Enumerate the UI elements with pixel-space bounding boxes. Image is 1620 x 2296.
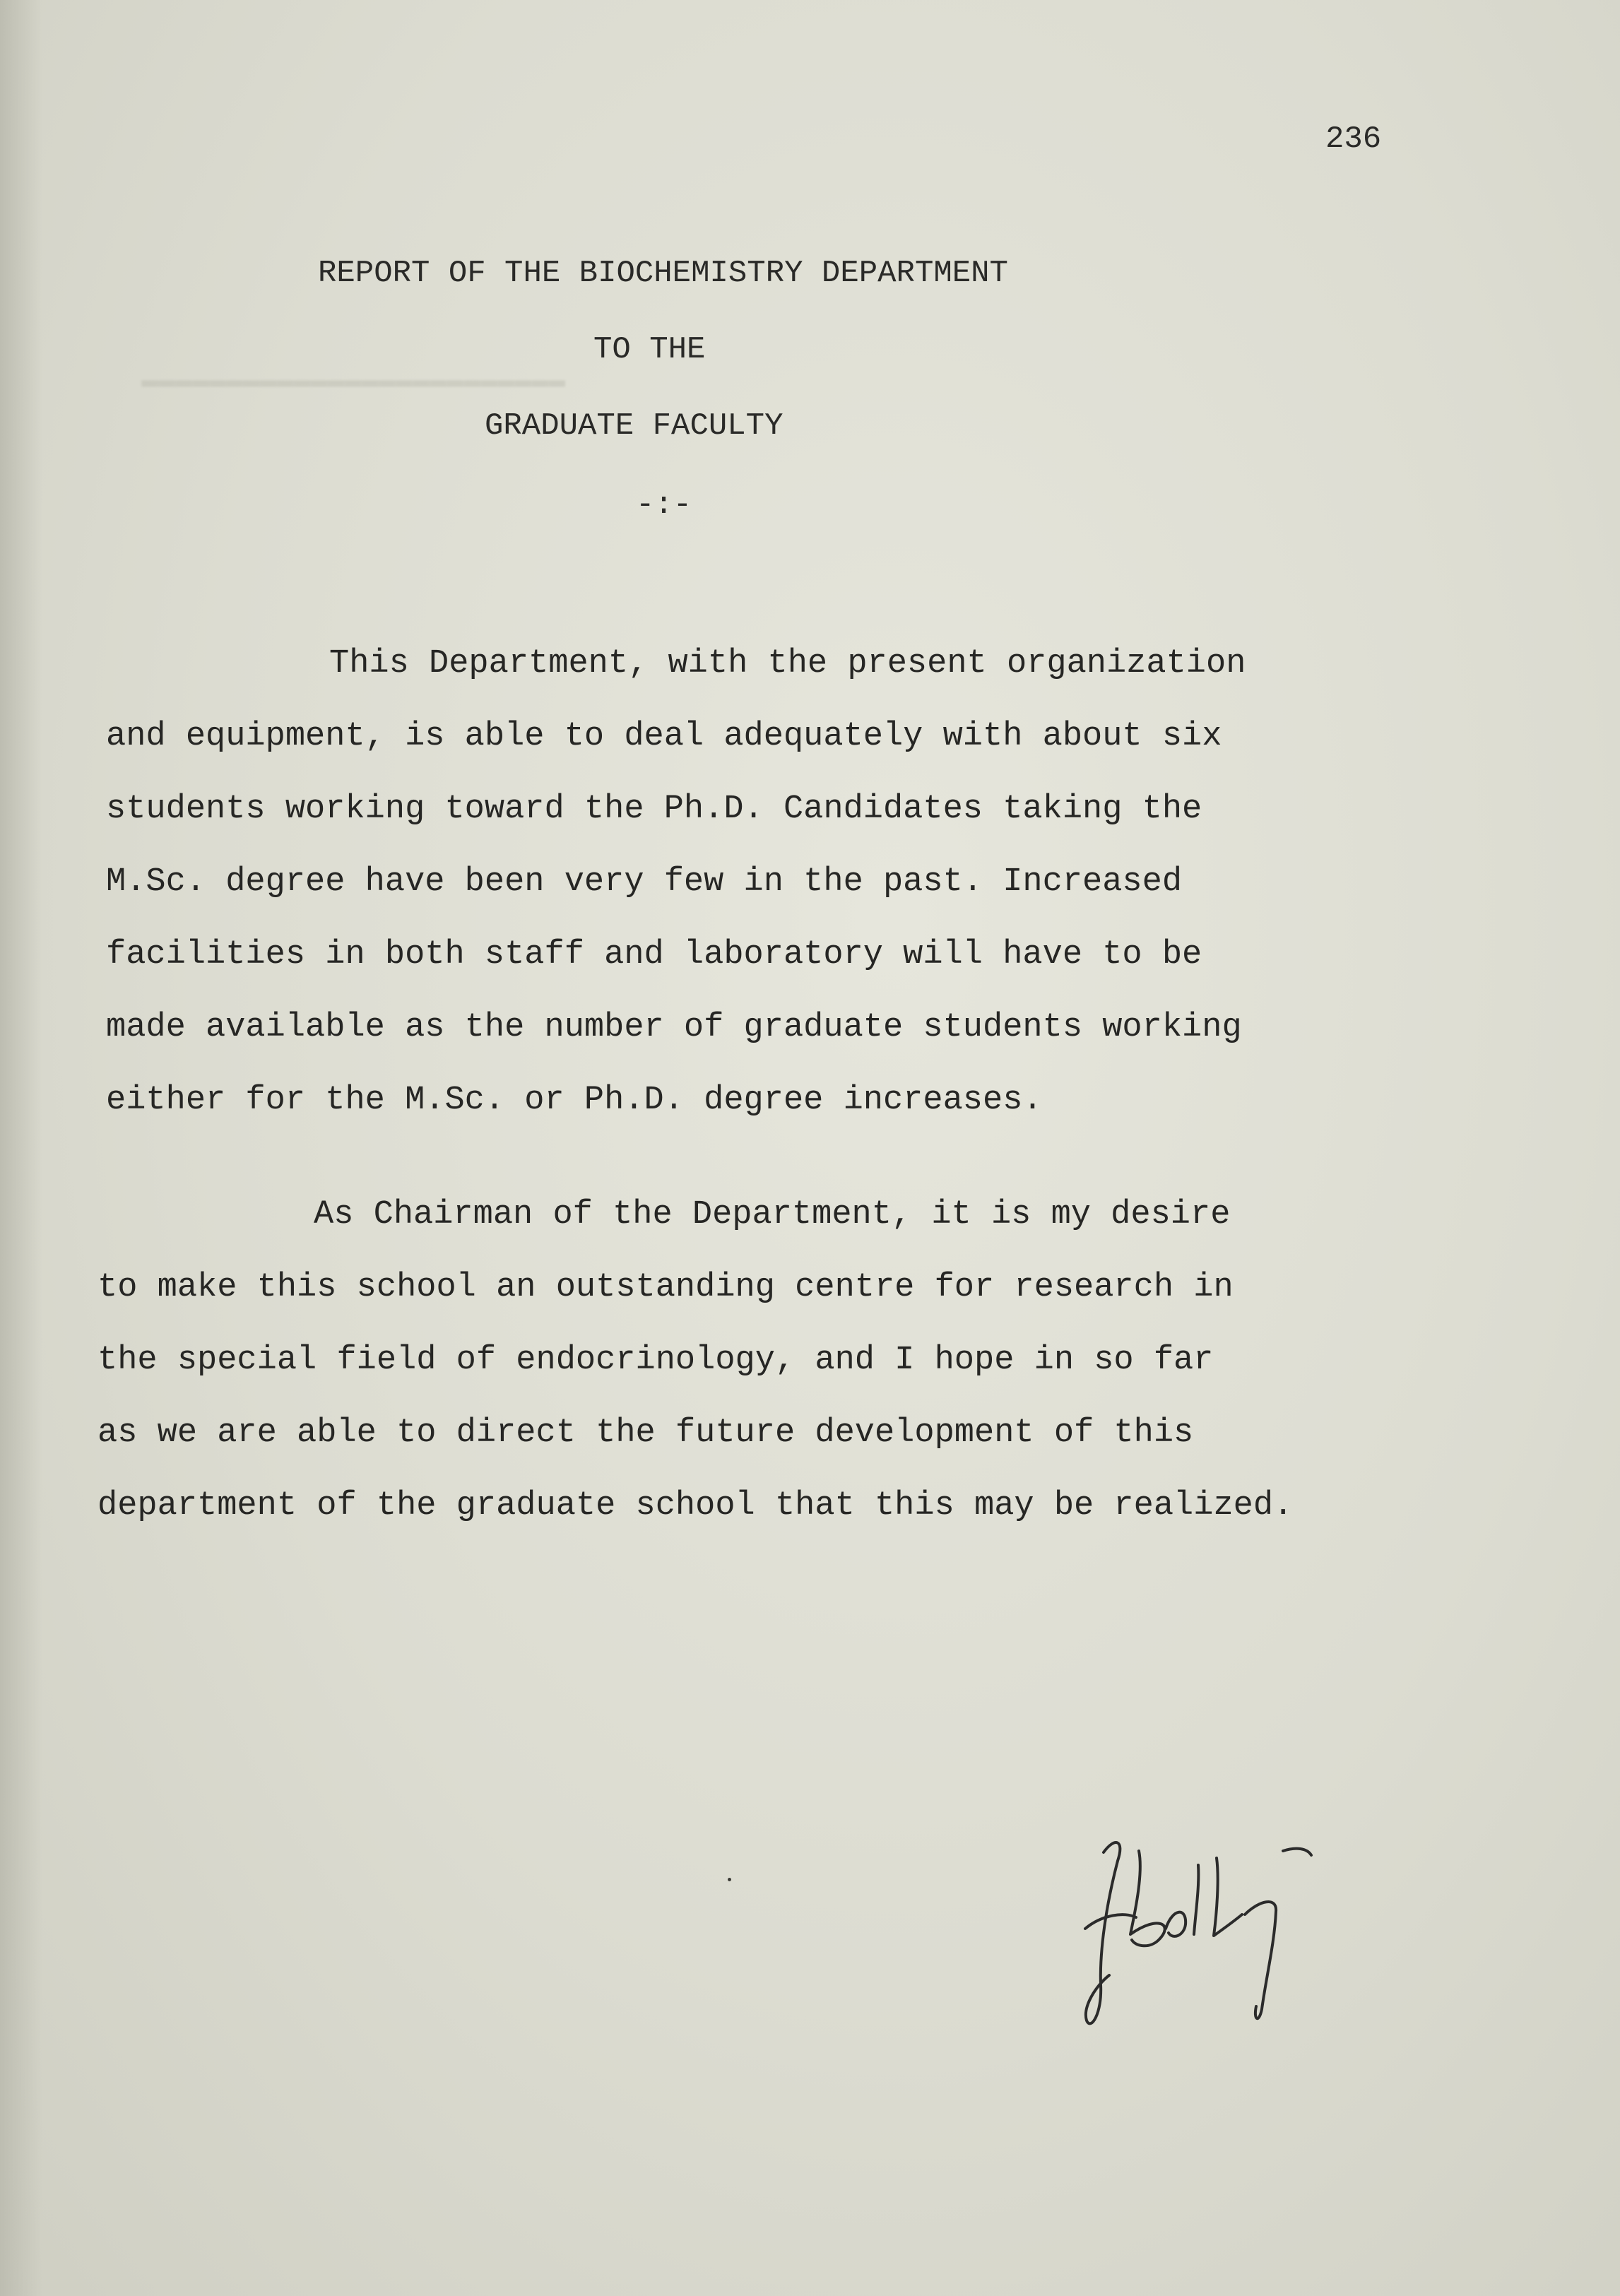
paragraph-line: and equipment, is able to deal adequately with about six [106,718,1222,755]
report-title-to: TO THE [593,332,706,367]
paragraph-line: department of the graduate school that this may be realized. [97,1487,1294,1525]
paragraph-line: to make this school an outstanding centre for research in [97,1269,1234,1306]
paragraph-line: the special field of endocrinology, and I hope in so far [97,1342,1214,1379]
page-edge-shadow [0,0,42,2296]
handwritten-signature-icon [1060,1809,1342,2049]
report-title: REPORT OF THE BIOCHEMISTRY DEPARTMENT [318,256,1008,291]
paragraph-line: either for the M.Sc. or Ph.D. degree increases. [106,1082,1043,1119]
paragraph-line: facilities in both staff and laboratory will have to be [106,936,1202,974]
paragraph-chairman [97,1178,1293,1542]
show-through-bleed: ▬▬▬▬▬▬▬▬▬▬▬▬▬▬▬▬▬▬▬▬▬▬▬▬▬ [141,365,566,397]
signature-drawing [1060,1809,1342,2049]
paragraph-line: as we are able to direct the future development of this [97,1414,1194,1452]
paragraph-line: made available as the number of graduate students working [106,1009,1242,1046]
ink-speck [728,1878,731,1881]
paragraph-line: This Department, with the present organization [329,645,1246,682]
paragraph-line: As Chairman of the Department, it is my desire [314,1196,1231,1233]
paragraph-line: students working toward the Ph.D. Candidates taking the [106,791,1202,828]
paragraph-capacity [106,627,1246,1137]
title-divider: -:- [636,487,692,523]
page-number: 236 [1325,122,1382,157]
report-title-faculty: GRADUATE FACULTY [485,408,784,444]
paragraph-line: M.Sc. degree have been very few in the past. Increased [106,863,1183,901]
